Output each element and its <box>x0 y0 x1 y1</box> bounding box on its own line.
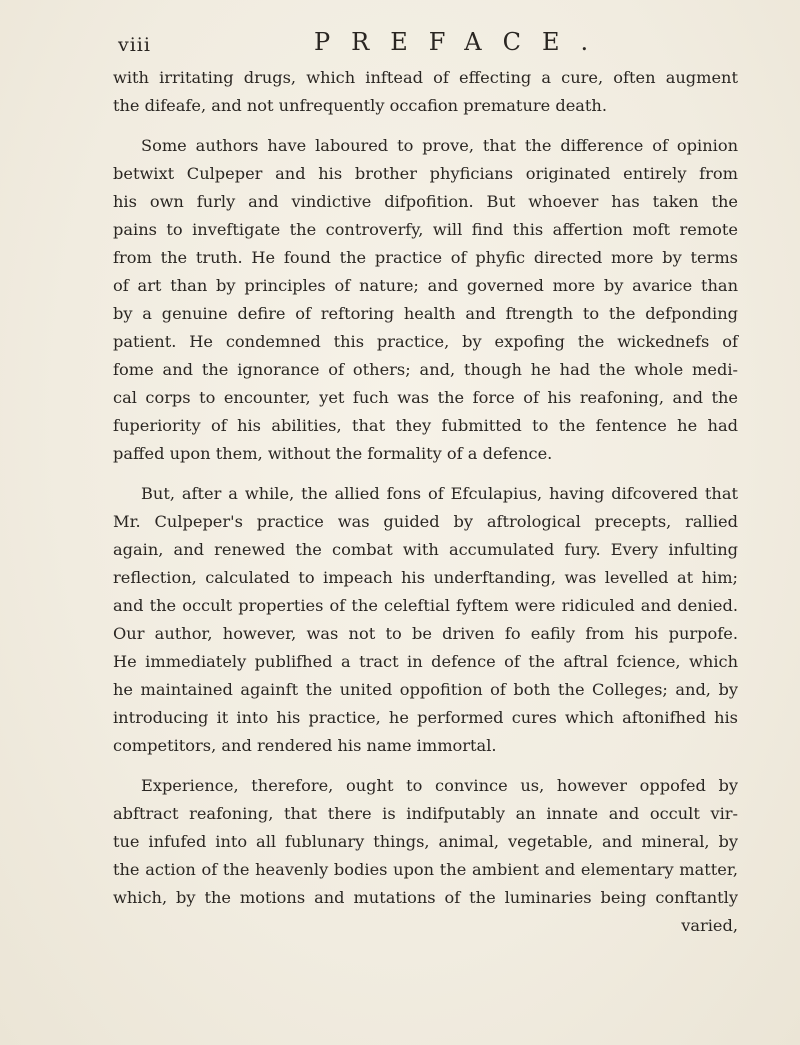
text-line: fuperiority of his abilities, that they fubmitted to the fentence he had <box>113 416 738 435</box>
text-line: He immediately publifhed a tract in defence of the aftral fcience, which <box>113 652 738 671</box>
text-line: Some authors have laboured to prove, that the difference of opinion <box>141 136 738 155</box>
text-line: reflection, calculated to impeach his underftanding, was levelled at him; <box>113 568 738 587</box>
text-line: paffed upon them, without the formality of a defence. <box>113 444 553 463</box>
text-line: competitors, and rendered his name immortal. <box>113 736 497 755</box>
text-line: But, after a while, the allied fons of Efculapius, having difcovered that <box>141 484 738 503</box>
text-line: the action of the heavenly bodies upon the ambient and elementary matter, <box>113 860 738 879</box>
text-line: Experience, therefore, ought to convince us, however oppofed by <box>141 776 738 795</box>
paragraph <box>113 132 738 468</box>
text-line: from the truth. He found the practice of phyfic directed more by terms <box>113 248 738 267</box>
running-title: PREFACE. <box>314 28 610 56</box>
text-line: betwixt Culpeper and his brother phyficians originated entirely from <box>113 164 738 183</box>
text-line: Our author, however, was not to be driven fo eafily from his purpofe. <box>113 624 738 643</box>
text-line: of art than by principles of nature; and governed more by avarice than <box>113 276 738 295</box>
paragraph <box>113 480 738 760</box>
paragraph <box>113 64 738 120</box>
text-line: pains to inveftigate the controverfy, will find this affertion moft remote <box>113 220 738 239</box>
text-line: his own furly and vindictive difpofition. But whoever has taken the <box>113 192 738 211</box>
text-line: patient. He condemned this practice, by expofing the wickednefs of <box>113 332 738 351</box>
text-line: by a genuine defire of reftoring health and ftrength to the defponding <box>113 304 738 323</box>
text-line: he maintained againft the united oppofition of both the Colleges; and, by <box>113 680 738 699</box>
text-line: Mr. Culpeper's practice was guided by aftrological precepts, rallied <box>113 512 738 531</box>
page-header <box>0 26 800 66</box>
text-line: cal corps to encounter, yet fuch was the force of his reafoning, and the <box>113 388 738 407</box>
catchword: varied, <box>681 916 738 935</box>
page-number: viii <box>118 34 151 56</box>
text-line: fome and the ignorance of others; and, though he had the whole medi- <box>113 360 738 379</box>
text-line: abftract reafoning, that there is indifputably an innate and occult vir- <box>113 804 738 823</box>
text-line: tue infufed into all fublunary things, animal, vegetable, and mineral, by <box>113 832 738 851</box>
text-line: and the occult properties of the celeftial fyftem were ridiculed and denied. <box>113 596 738 615</box>
text-line: which, by the motions and mutations of the luminaries being conftantly <box>113 888 738 907</box>
text-line: the difeafe, and not unfrequently occafion premature death. <box>113 96 607 115</box>
body-text <box>113 64 738 940</box>
paragraph <box>113 772 738 940</box>
text-line: introducing it into his practice, he performed cures which aftonifhed his <box>113 708 738 727</box>
text-line: with irritating drugs, which inftead of effecting a cure, often augment <box>113 68 738 87</box>
text-line: again, and renewed the combat with accumulated fury. Every infulting <box>113 540 738 559</box>
